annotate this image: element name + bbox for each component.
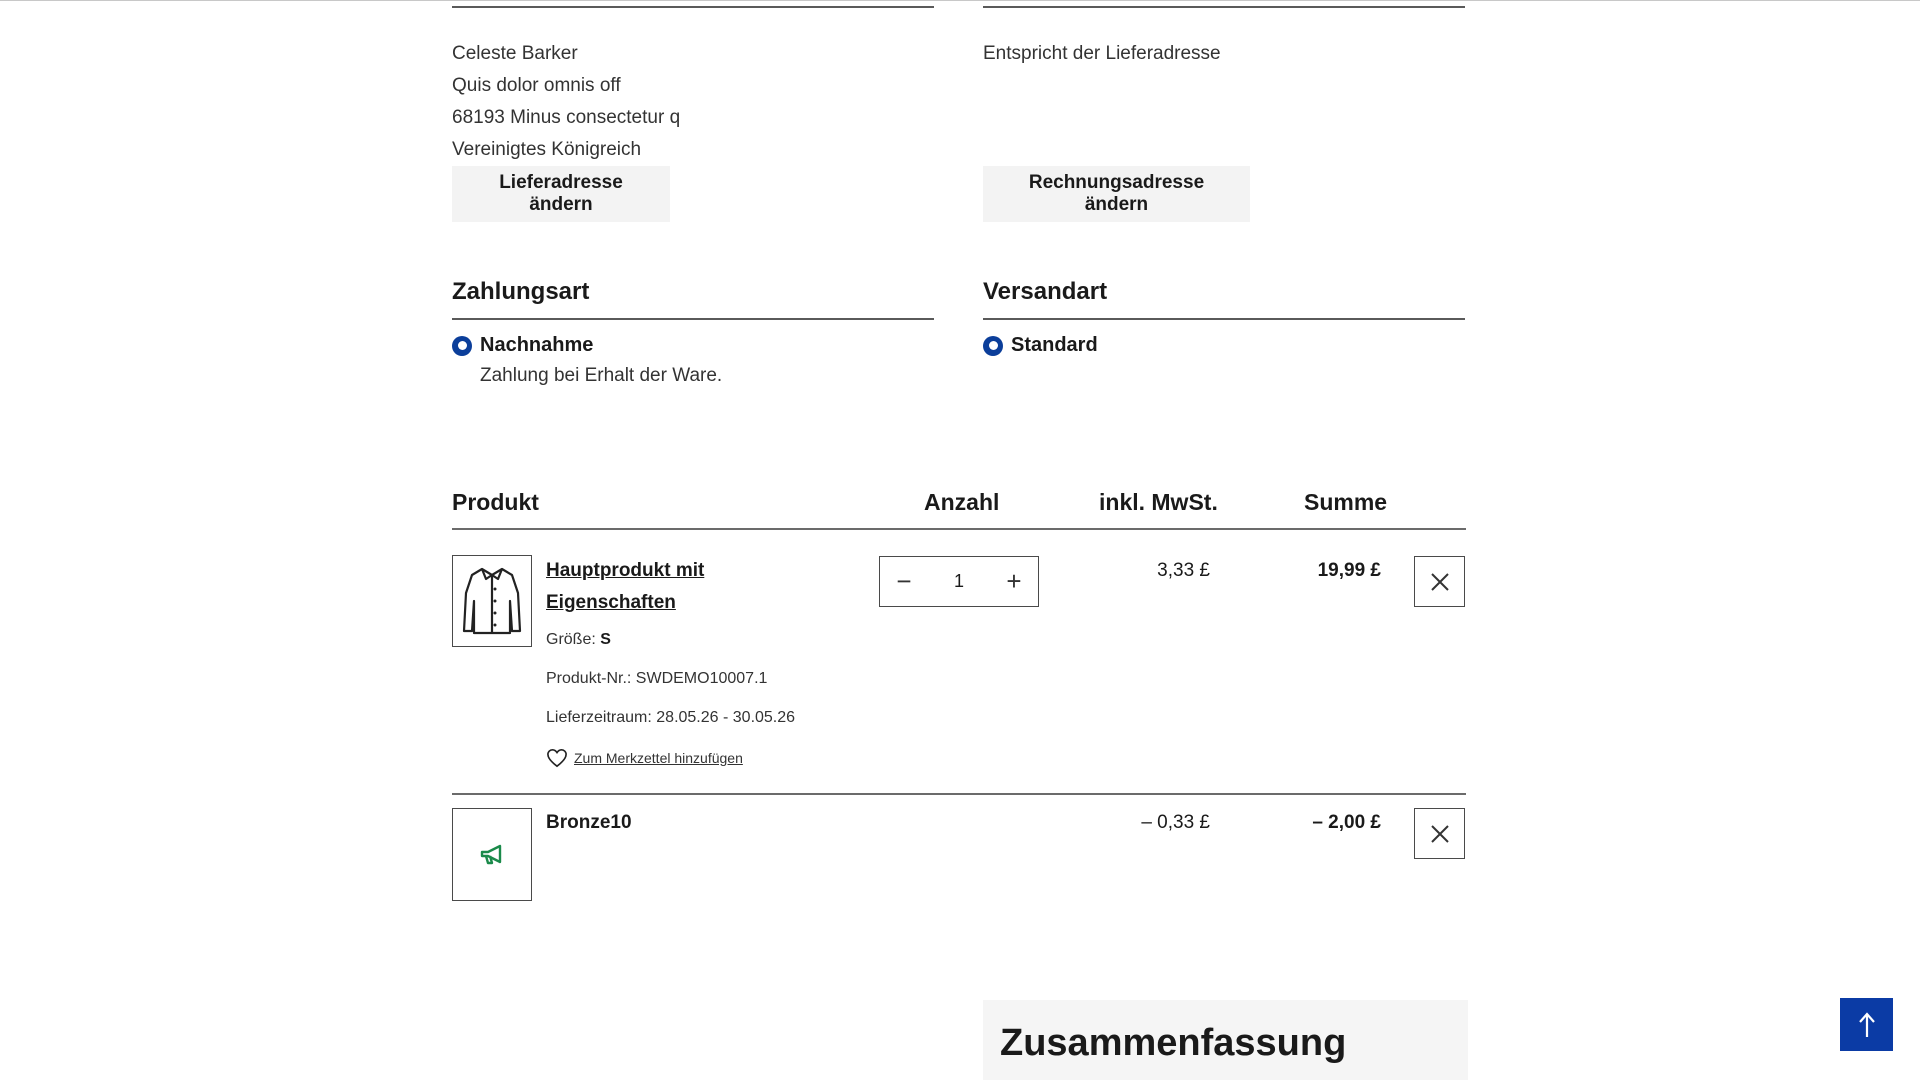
address-line: 68193 Minus consectetur q xyxy=(452,107,681,128)
remove-promotion-button[interactable] xyxy=(1414,808,1465,859)
delivery-period: Lieferzeitraum: 28.05.26 - 30.05.26 xyxy=(546,709,796,726)
remove-item-button[interactable] xyxy=(1414,556,1465,607)
column-product: Produkt xyxy=(452,489,539,515)
jacket-icon xyxy=(460,563,524,639)
product-name-line: Eigenschaften xyxy=(546,592,676,613)
promotion-total: – 2,00 £ xyxy=(1312,812,1381,833)
promotion-name: Bronze10 xyxy=(546,812,632,833)
top-border xyxy=(0,0,1920,1)
scroll-to-top-button[interactable] xyxy=(1840,998,1893,1051)
address-line: Vereinigtes Königreich xyxy=(452,139,642,160)
add-to-wishlist[interactable] xyxy=(546,748,743,768)
heart-icon xyxy=(546,748,568,768)
close-icon xyxy=(1430,572,1450,592)
quantity-value[interactable]: 1 xyxy=(953,571,964,591)
product-number: Produkt-Nr.: SWDEMO10007.1 xyxy=(546,670,768,687)
plus-icon: + xyxy=(1006,566,1022,596)
change-shipping-address-button[interactable]: Lieferadresse ändern xyxy=(452,166,670,222)
shipping-option-standard[interactable] xyxy=(983,334,1098,357)
size-value: S xyxy=(600,631,611,648)
radio-selected-icon[interactable] xyxy=(452,336,472,356)
table-header-divider xyxy=(452,528,1466,530)
product-name-line: Hauptprodukt mit xyxy=(546,560,705,581)
column-quantity: Anzahl xyxy=(924,489,1000,515)
summary-title: Zusammenfassung xyxy=(1000,1022,1347,1064)
promotion-thumbnail xyxy=(452,808,532,901)
line-total: 19,99 £ xyxy=(1317,560,1381,581)
shipping-option-label: Standard xyxy=(1011,334,1098,356)
size-label: Größe: xyxy=(546,631,596,648)
shipping-address xyxy=(452,38,680,166)
increase-quantity-button[interactable] xyxy=(990,557,1038,606)
column-unit-price: inkl. MwSt. xyxy=(1099,489,1218,515)
billing-address-heading xyxy=(983,0,1465,8)
payment-description: Zahlung bei Erhalt der Ware. xyxy=(480,365,723,386)
quantity-stepper[interactable] xyxy=(879,556,1039,607)
change-billing-address-button[interactable]: Rechnungsadresse ändern xyxy=(983,166,1250,222)
address-line: Celeste Barker xyxy=(452,43,578,64)
billing-address-note: Entspricht der Lieferadresse xyxy=(983,43,1221,64)
promotion-unit-price: – 0,33 £ xyxy=(1141,812,1210,833)
product-thumbnail[interactable] xyxy=(452,555,532,647)
payment-option-label: Nachnahme xyxy=(480,334,594,356)
wishlist-link[interactable]: Zum Merkzettel hinzufügen xyxy=(574,750,743,766)
payment-option-cod[interactable] xyxy=(452,334,593,357)
radio-selected-icon[interactable] xyxy=(983,336,1003,356)
megaphone-icon xyxy=(478,843,506,867)
close-icon xyxy=(1430,824,1450,844)
shipping-address-heading xyxy=(452,0,934,8)
shipping-method-heading: Versandart xyxy=(983,277,1465,320)
product-name-link[interactable] xyxy=(546,555,704,619)
payment-heading: Zahlungsart xyxy=(452,277,934,320)
decrease-quantity-button[interactable] xyxy=(880,557,928,606)
unit-price: 3,33 £ xyxy=(1157,560,1210,581)
row-divider xyxy=(452,793,1466,795)
minus-icon: − xyxy=(896,566,912,596)
product-size xyxy=(546,631,611,649)
column-total: Summe xyxy=(1304,489,1388,515)
arrow-up-icon xyxy=(1858,1012,1876,1038)
address-line: Quis dolor omnis off xyxy=(452,75,621,96)
